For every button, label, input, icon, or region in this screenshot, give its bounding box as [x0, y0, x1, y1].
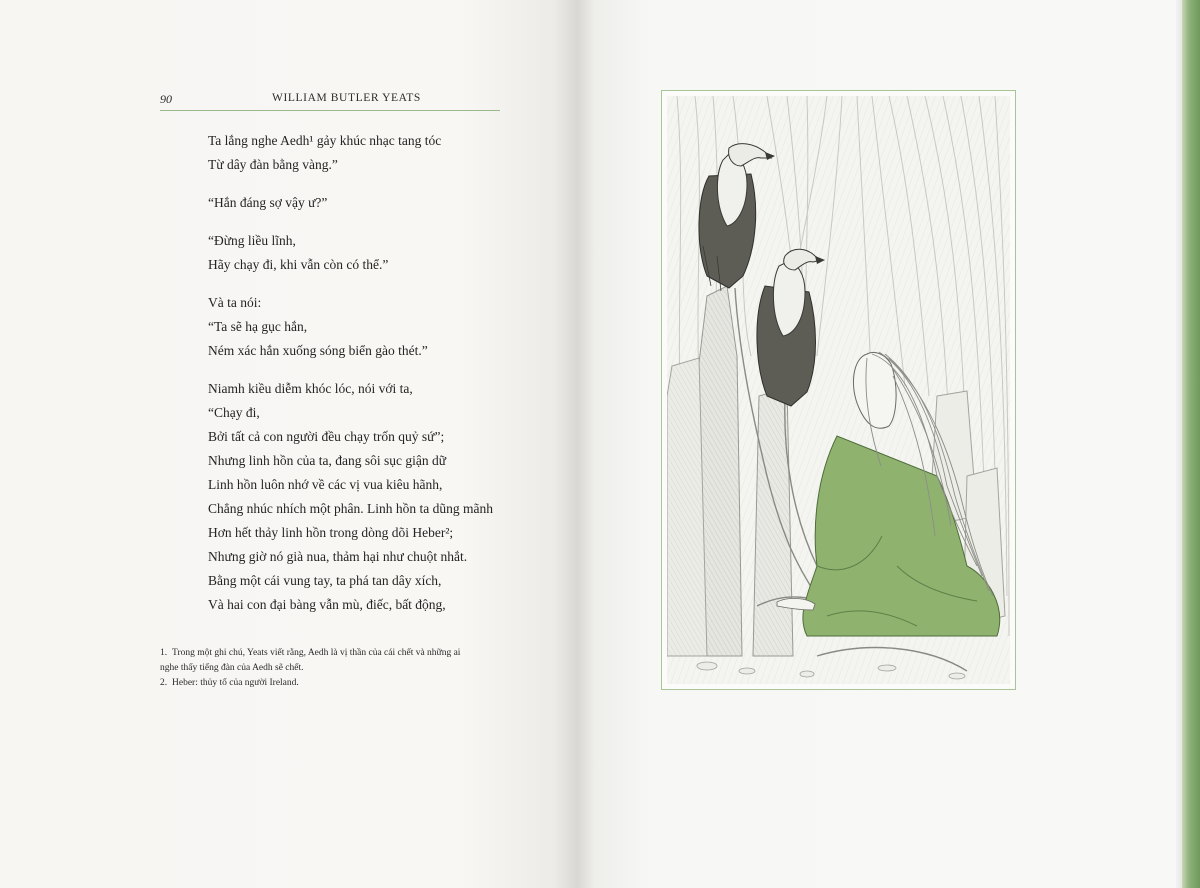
running-head — [160, 92, 500, 110]
stanza-2 — [208, 191, 508, 215]
poem-line: Nhưng linh hồn của ta, đang sôi sục giận dữ — [208, 453, 447, 468]
poem-text — [208, 129, 508, 631]
footnote-text: Trong một ghi chú, Yeats viết rằng, Aedh là vị thần của cái chết và những ai — [172, 648, 461, 658]
poem-line: “Chạy đi, — [208, 405, 260, 420]
footnotes — [160, 646, 510, 691]
poem-line: Ném xác hắn xuống sóng biển gào thét.” — [208, 343, 428, 358]
footnote-number: 1. — [160, 648, 168, 658]
poem-line: Bởi tất cả con người đều chạy trốn quỷ sứ”; — [208, 429, 445, 444]
poem-line: Và ta nói: — [208, 295, 262, 310]
stanza-3 — [208, 229, 508, 277]
poem-line: Và hai con đại bàng vẫn mù, điếc, bất động, — [208, 597, 446, 612]
footnote-1-continued: nghe thấy tiếng đàn của Aedh sẽ chết. — [160, 663, 304, 673]
footnote-number: 2. — [160, 678, 168, 688]
footnote-1 — [160, 646, 510, 661]
poem-line: Bằng một cái vung tay, ta phá tan dây xích, — [208, 573, 442, 588]
page-number: 90 — [160, 92, 172, 106]
footnote-2 — [160, 676, 510, 691]
poem-line: Ta lắng nghe Aedh¹ gảy khúc nhạc tang tóc — [208, 133, 442, 148]
poem-line: Nhưng giờ nó già nua, thảm hại như chuột nhắt. — [208, 549, 468, 564]
illustration-plate — [661, 90, 1016, 690]
poem-line: Hơn hết thảy linh hồn trong dòng dõi Heber²; — [208, 525, 454, 540]
poem-line: “Ta sẽ hạ gục hắn, — [208, 319, 308, 334]
poem-line: Từ dây đàn bằng vàng.” — [208, 157, 338, 172]
stanza-4 — [208, 291, 508, 363]
stanza-1 — [208, 129, 508, 177]
poem-line: Niamh kiều diễm khóc lóc, nói với ta, — [208, 381, 413, 396]
poem-line: “Hắn đáng sợ vậy ư?” — [208, 195, 328, 210]
poem-line: Chẳng nhúc nhích một phân. Linh hồn ta dũng mãnh — [208, 501, 493, 516]
author-name: WILLIAM BUTLER YEATS — [272, 92, 421, 104]
left-page — [0, 0, 577, 888]
illustration-eagles-and-woman — [667, 96, 1010, 684]
poem-line: Hãy chạy đi, khi vẫn còn có thể.” — [208, 257, 389, 272]
stanza-5 — [208, 377, 508, 617]
book-cover-edge — [1182, 0, 1200, 888]
poem-line: “Đừng liều lĩnh, — [208, 233, 296, 248]
footnote-text: Heber: thủy tổ của người Ireland. — [172, 678, 299, 688]
poem-line: Linh hồn luôn nhớ về các vị vua kiêu hãnh, — [208, 477, 443, 492]
header-rule — [160, 110, 500, 111]
